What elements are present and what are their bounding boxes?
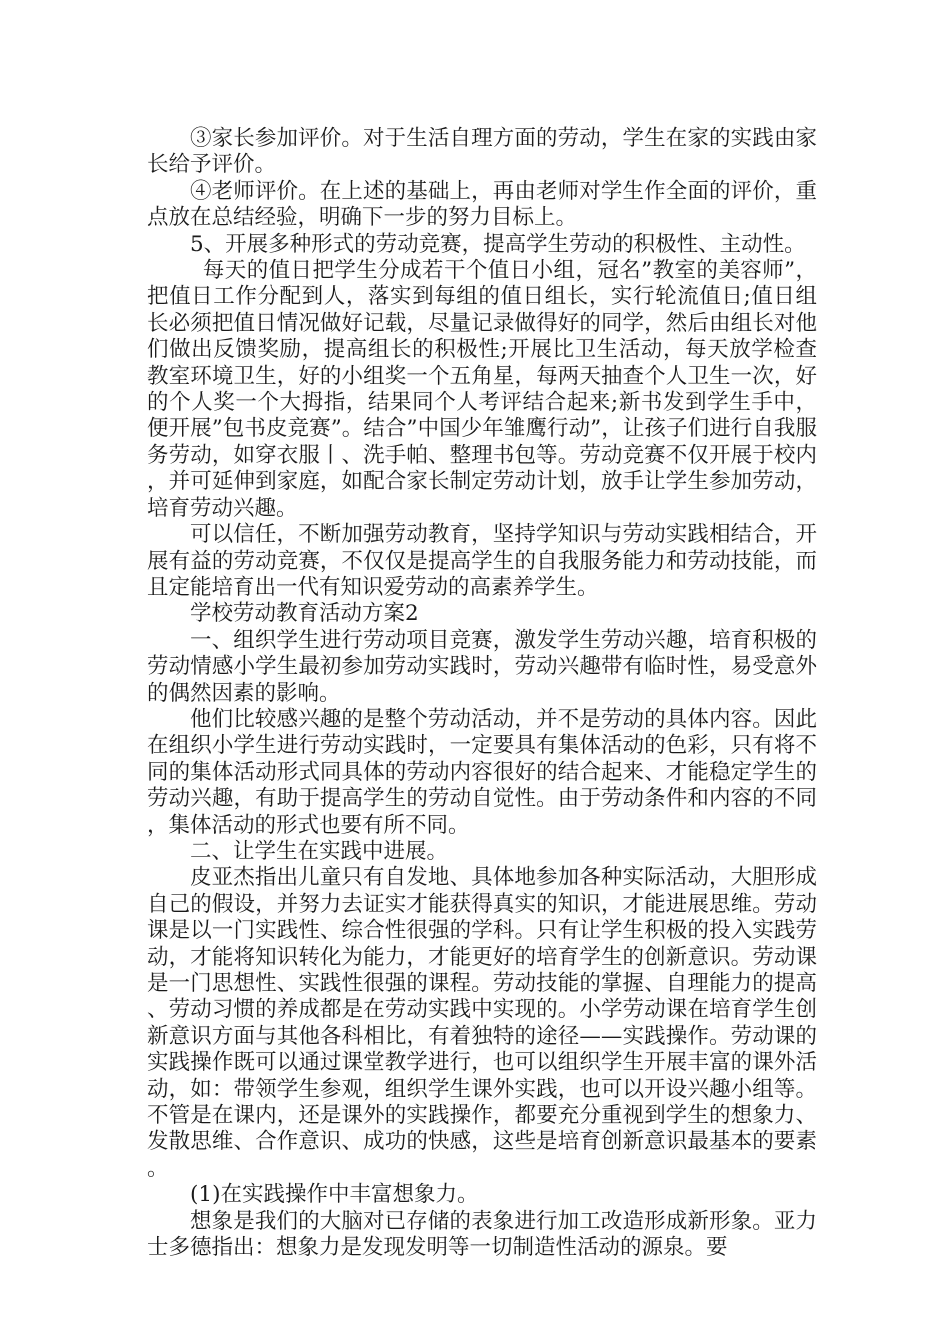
paragraph-conclusion: 可以信任，不断加强劳动教育，坚持学知识与劳动实践相结合，开展有益的劳动竞赛，不仅仅是提高学生的自我服务能力和劳动技能，而且定能培育出一代有知识爱劳动的高素养学生。: [147, 522, 817, 600]
paragraph-piaget: 皮亚杰指出儿童只有自发地、具体地参加各种实际活动，大胆形成自己的假设，并努力去证实才能获得真实的知识，才能进展思维。劳动课是以一门实践性、综合性很强的学科。只有让学生积极的投入实践劳动，才能将知识转化为能力，才能更好的培育学生的创新意识。劳动课是一门思想性、实践性很强的课程。劳动技能的掌握、自理能力的提高、劳动习惯的养成都是在劳动实践中实现的。小学劳动课在培育学生创新意识方面与其他各科相比，有着独特的途径——实践操作。劳动课的实践操作既可以通过课堂教学进行，也可以组织学生开展丰富的课外活动，如：带领学生参观，组织学生课外实践，也可以开设兴趣小组等。不管是在课内，还是课外的实践操作，都要充分重视到学生的想象力、发散思维、合作意识、成功的快感，这些是培育创新意识最基本的要素。: [147, 865, 817, 1181]
paragraph-imagination: 想象是我们的大脑对已存储的表象进行加工改造形成新形象。亚力士多德指出：想象力是发现发明等一切制造性活动的源泉。要: [147, 1208, 817, 1261]
paragraph-project-competition: 一、组织学生进行劳动项目竞赛，激发学生劳动兴趣，培育积极的劳动情感小学生最初参加劳动实践时，劳动兴趣带有临时性，易受意外的偶然因素的影响。: [147, 627, 817, 706]
paragraph-labor-competition-heading: 5、开展多种形式的劳动竞赛，提高学生劳动的积极性、主动性。: [190, 231, 806, 257]
paragraph-duty-groups: 每天的值日把学生分成若干个值日小组，冠名”教室的美容师”，把值日工作分配到人，落实到每组的值日组长，实行轮流值日;值日组长必须把值日情况做好记载，尽量记录做得好的同学，然后由组长对他们做出反馈奖励，提高组长的积极性;开展比卫生活动，每天放学检查教室环境卫生，好的小组奖一个五角星，每两天抽查个人卫生一次，好的个人奖一个大拇指，结果同个人考评结合起来;新书发到学生手中，便开展”包书皮竞赛”。结合”中国少年雏鹰行动”，让孩子们进行自我服务劳动，如穿衣服丨、洗手帕、整理书包等。劳动竞赛不仅开展于校内，并可延伸到家庭，如配合家长制定劳动计划，放手让学生参加劳动，培育劳动兴趣。: [147, 258, 817, 521]
paragraph-collective-activity: 他们比较感兴趣的是整个劳动活动，并不是劳动的具体内容。因此在组织小学生进行劳动实践时，一定要具有集体活动的色彩，只有将不同的集体活动形式同具体的劳动内容很好的结合起来、才能稳定学生的劳动兴趣，有助于提高学生的劳动自觉性。由于劳动条件和内容的不同，集体活动的形式也要有所不同。: [147, 706, 817, 838]
paragraph-imagination-heading: (1)在实践操作中丰富想象力。: [190, 1182, 479, 1208]
document-body: [147, 126, 817, 1261]
section-title-plan-2: 学校劳动教育活动方案2: [190, 601, 419, 627]
paragraph-teacher-evaluation: ④老师评价。在上述的基础上，再由老师对学生作全面的评价，重点放在总结经验，明确下一步的努力目标上。: [147, 178, 817, 231]
paragraph-parent-evaluation: ③家长参加评价。对于生活自理方面的劳动，学生在家的实践由家长给予评价。: [147, 126, 817, 178]
paragraph-practice-heading: 二、让学生在实践中进展。: [190, 838, 449, 864]
